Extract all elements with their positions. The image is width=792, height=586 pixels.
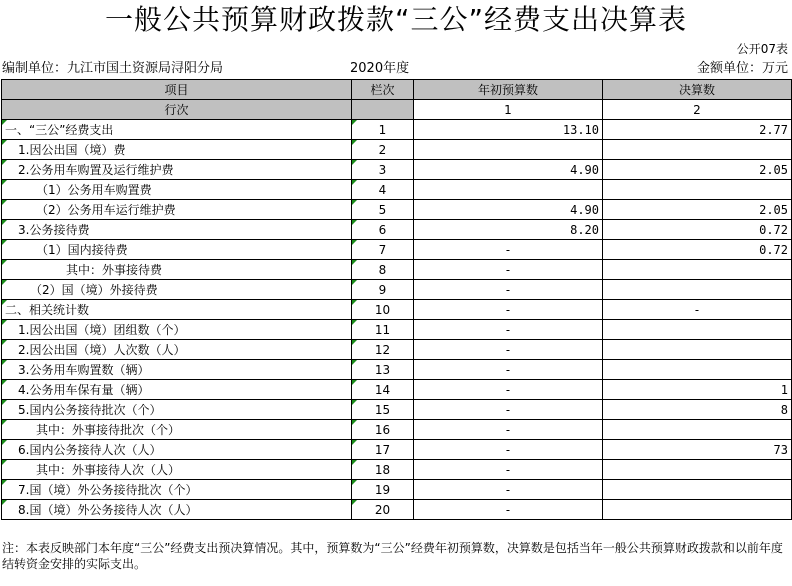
row-final[interactable] bbox=[603, 320, 792, 340]
row-item[interactable]: 6.国内公务接待人次（人） bbox=[2, 440, 352, 460]
row-budget[interactable]: - bbox=[414, 340, 603, 360]
row-final[interactable] bbox=[603, 340, 792, 360]
row-col-no[interactable]: 8 bbox=[352, 260, 414, 280]
row-item[interactable]: 二、相关统计数 bbox=[2, 300, 352, 320]
row-budget[interactable]: - bbox=[414, 280, 603, 300]
row-item[interactable]: 3.公务接待费 bbox=[2, 220, 352, 240]
header-final[interactable]: 决算数 bbox=[603, 80, 792, 100]
row-col-no[interactable]: 5 bbox=[352, 200, 414, 220]
row-col-no[interactable]: 13 bbox=[352, 360, 414, 380]
row-budget[interactable]: - bbox=[414, 480, 603, 500]
row-final[interactable]: 2.77 bbox=[603, 120, 792, 140]
row-final[interactable] bbox=[603, 480, 792, 500]
expenditure-table bbox=[1, 79, 792, 520]
header-blank[interactable] bbox=[352, 100, 414, 120]
form-number: 公开07表 bbox=[736, 42, 788, 56]
row-col-no[interactable]: 19 bbox=[352, 480, 414, 500]
row-final[interactable] bbox=[603, 280, 792, 300]
row-item[interactable]: （1）国内接待费 bbox=[2, 240, 352, 260]
table-row bbox=[2, 280, 792, 300]
row-budget[interactable]: - bbox=[414, 380, 603, 400]
row-col-no[interactable]: 20 bbox=[352, 500, 414, 520]
row-budget[interactable] bbox=[414, 140, 603, 160]
header-row-label[interactable]: 行次 bbox=[2, 100, 352, 120]
row-final[interactable] bbox=[603, 500, 792, 520]
row-budget[interactable]: - bbox=[414, 240, 603, 260]
table-row bbox=[2, 200, 792, 220]
row-col-no[interactable]: 11 bbox=[352, 320, 414, 340]
row-budget[interactable]: - bbox=[414, 400, 603, 420]
table-row bbox=[2, 460, 792, 480]
row-item[interactable]: 其中：外事接待批次（个） bbox=[2, 420, 352, 440]
header-col[interactable]: 栏次 bbox=[352, 80, 414, 100]
row-item[interactable]: （1）公务用车购置费 bbox=[2, 180, 352, 200]
row-col-no[interactable]: 7 bbox=[352, 240, 414, 260]
row-col-no[interactable]: 1 bbox=[352, 120, 414, 140]
row-budget[interactable]: - bbox=[414, 260, 603, 280]
header-item[interactable]: 项目 bbox=[2, 80, 352, 100]
header-budget[interactable]: 年初预算数 bbox=[414, 80, 603, 100]
row-item[interactable]: 3.公务用车购置数（辆） bbox=[2, 360, 352, 380]
row-budget[interactable]: - bbox=[414, 460, 603, 480]
table-row bbox=[2, 140, 792, 160]
row-final[interactable]: 0.72 bbox=[603, 220, 792, 240]
row-budget[interactable]: - bbox=[414, 420, 603, 440]
row-item[interactable]: 其中：外事接待费 bbox=[2, 260, 352, 280]
row-final[interactable]: 2.05 bbox=[603, 160, 792, 180]
table-subheader-row bbox=[2, 100, 792, 120]
row-item[interactable]: 2.因公出国（境）人次数（人） bbox=[2, 340, 352, 360]
table-row bbox=[2, 120, 792, 140]
row-item[interactable]: 1.因公出国（境）费 bbox=[2, 140, 352, 160]
row-budget[interactable]: - bbox=[414, 500, 603, 520]
row-budget[interactable]: 4.90 bbox=[414, 200, 603, 220]
row-final[interactable]: 2.05 bbox=[603, 200, 792, 220]
row-col-no[interactable]: 17 bbox=[352, 440, 414, 460]
row-col-no[interactable]: 6 bbox=[352, 220, 414, 240]
row-final[interactable]: 8 bbox=[603, 400, 792, 420]
row-col-no[interactable]: 16 bbox=[352, 420, 414, 440]
row-col-no[interactable]: 9 bbox=[352, 280, 414, 300]
row-col-no[interactable]: 15 bbox=[352, 400, 414, 420]
table-row bbox=[2, 260, 792, 280]
row-col-no[interactable]: 2 bbox=[352, 140, 414, 160]
row-item[interactable]: 1.因公出国（境）团组数（个） bbox=[2, 320, 352, 340]
amount-unit: 金额单位：万元 bbox=[696, 61, 788, 76]
preparing-unit: 编制单位：九江市国土资源局浔阳分局 bbox=[2, 61, 224, 76]
row-budget[interactable] bbox=[414, 180, 603, 200]
table-row bbox=[2, 220, 792, 240]
table-row bbox=[2, 180, 792, 200]
header-budget-no[interactable]: 1 bbox=[414, 100, 603, 120]
row-col-no[interactable]: 14 bbox=[352, 380, 414, 400]
row-budget[interactable]: 13.10 bbox=[414, 120, 603, 140]
row-budget[interactable]: - bbox=[414, 320, 603, 340]
row-budget[interactable]: - bbox=[414, 300, 603, 320]
row-item[interactable]: 4.公务用车保有量（辆） bbox=[2, 380, 352, 400]
row-final[interactable] bbox=[603, 180, 792, 200]
row-budget[interactable]: 4.90 bbox=[414, 160, 603, 180]
row-item[interactable]: （2）公务用车运行维护费 bbox=[2, 200, 352, 220]
table-row bbox=[2, 500, 792, 520]
row-item[interactable]: 一、“三公”经费支出 bbox=[2, 120, 352, 140]
row-col-no[interactable]: 4 bbox=[352, 180, 414, 200]
table-row bbox=[2, 360, 792, 380]
table-row bbox=[2, 380, 792, 400]
row-final[interactable]: 1 bbox=[603, 380, 792, 400]
table-row bbox=[2, 340, 792, 360]
row-col-no[interactable]: 3 bbox=[352, 160, 414, 180]
row-item[interactable]: 其中：外事接待人次（人） bbox=[2, 460, 352, 480]
table-row bbox=[2, 440, 792, 460]
table-row bbox=[2, 160, 792, 180]
row-col-no[interactable]: 18 bbox=[352, 460, 414, 480]
row-item[interactable]: 2.公务用车购置及运行维护费 bbox=[2, 160, 352, 180]
row-col-no[interactable]: 10 bbox=[352, 300, 414, 320]
table-row bbox=[2, 300, 792, 320]
table-header-row bbox=[2, 80, 792, 100]
report-year: 2020年度 bbox=[350, 61, 410, 76]
table-row bbox=[2, 240, 792, 260]
row-final[interactable] bbox=[603, 460, 792, 480]
row-item[interactable]: 8.国（境）外公务接待人次（人） bbox=[2, 500, 352, 520]
row-final[interactable] bbox=[603, 140, 792, 160]
row-item[interactable]: 5.国内公务接待批次（个） bbox=[2, 400, 352, 420]
row-final[interactable]: 0.72 bbox=[603, 240, 792, 260]
row-item[interactable]: 7.国（境）外公务接待批次（个） bbox=[2, 480, 352, 500]
table-note: 注：本表反映部门本年度“三公”经费支出预决算情况。其中，预算数为“三公”经费年初预算数，决算数是包括当年一般公共预算财政拨款和以前年度结转资金安排的实际支出。 bbox=[2, 541, 783, 571]
row-final[interactable]: 73 bbox=[603, 440, 792, 460]
table-row bbox=[2, 480, 792, 500]
row-budget[interactable]: - bbox=[414, 440, 603, 460]
report-title: 一般公共预算财政拨款“三公”经费支出决算表 bbox=[104, 3, 687, 36]
row-final[interactable] bbox=[603, 260, 792, 280]
row-final[interactable]: - bbox=[603, 300, 792, 320]
header-final-no[interactable]: 2 bbox=[603, 100, 792, 120]
table-row bbox=[2, 320, 792, 340]
row-budget[interactable]: 8.20 bbox=[414, 220, 603, 240]
row-final[interactable] bbox=[603, 360, 792, 380]
row-final[interactable] bbox=[603, 420, 792, 440]
row-item[interactable]: （2）国（境）外接待费 bbox=[2, 280, 352, 300]
table-row bbox=[2, 400, 792, 420]
table-row bbox=[2, 420, 792, 440]
row-budget[interactable]: - bbox=[414, 360, 603, 380]
row-col-no[interactable]: 12 bbox=[352, 340, 414, 360]
